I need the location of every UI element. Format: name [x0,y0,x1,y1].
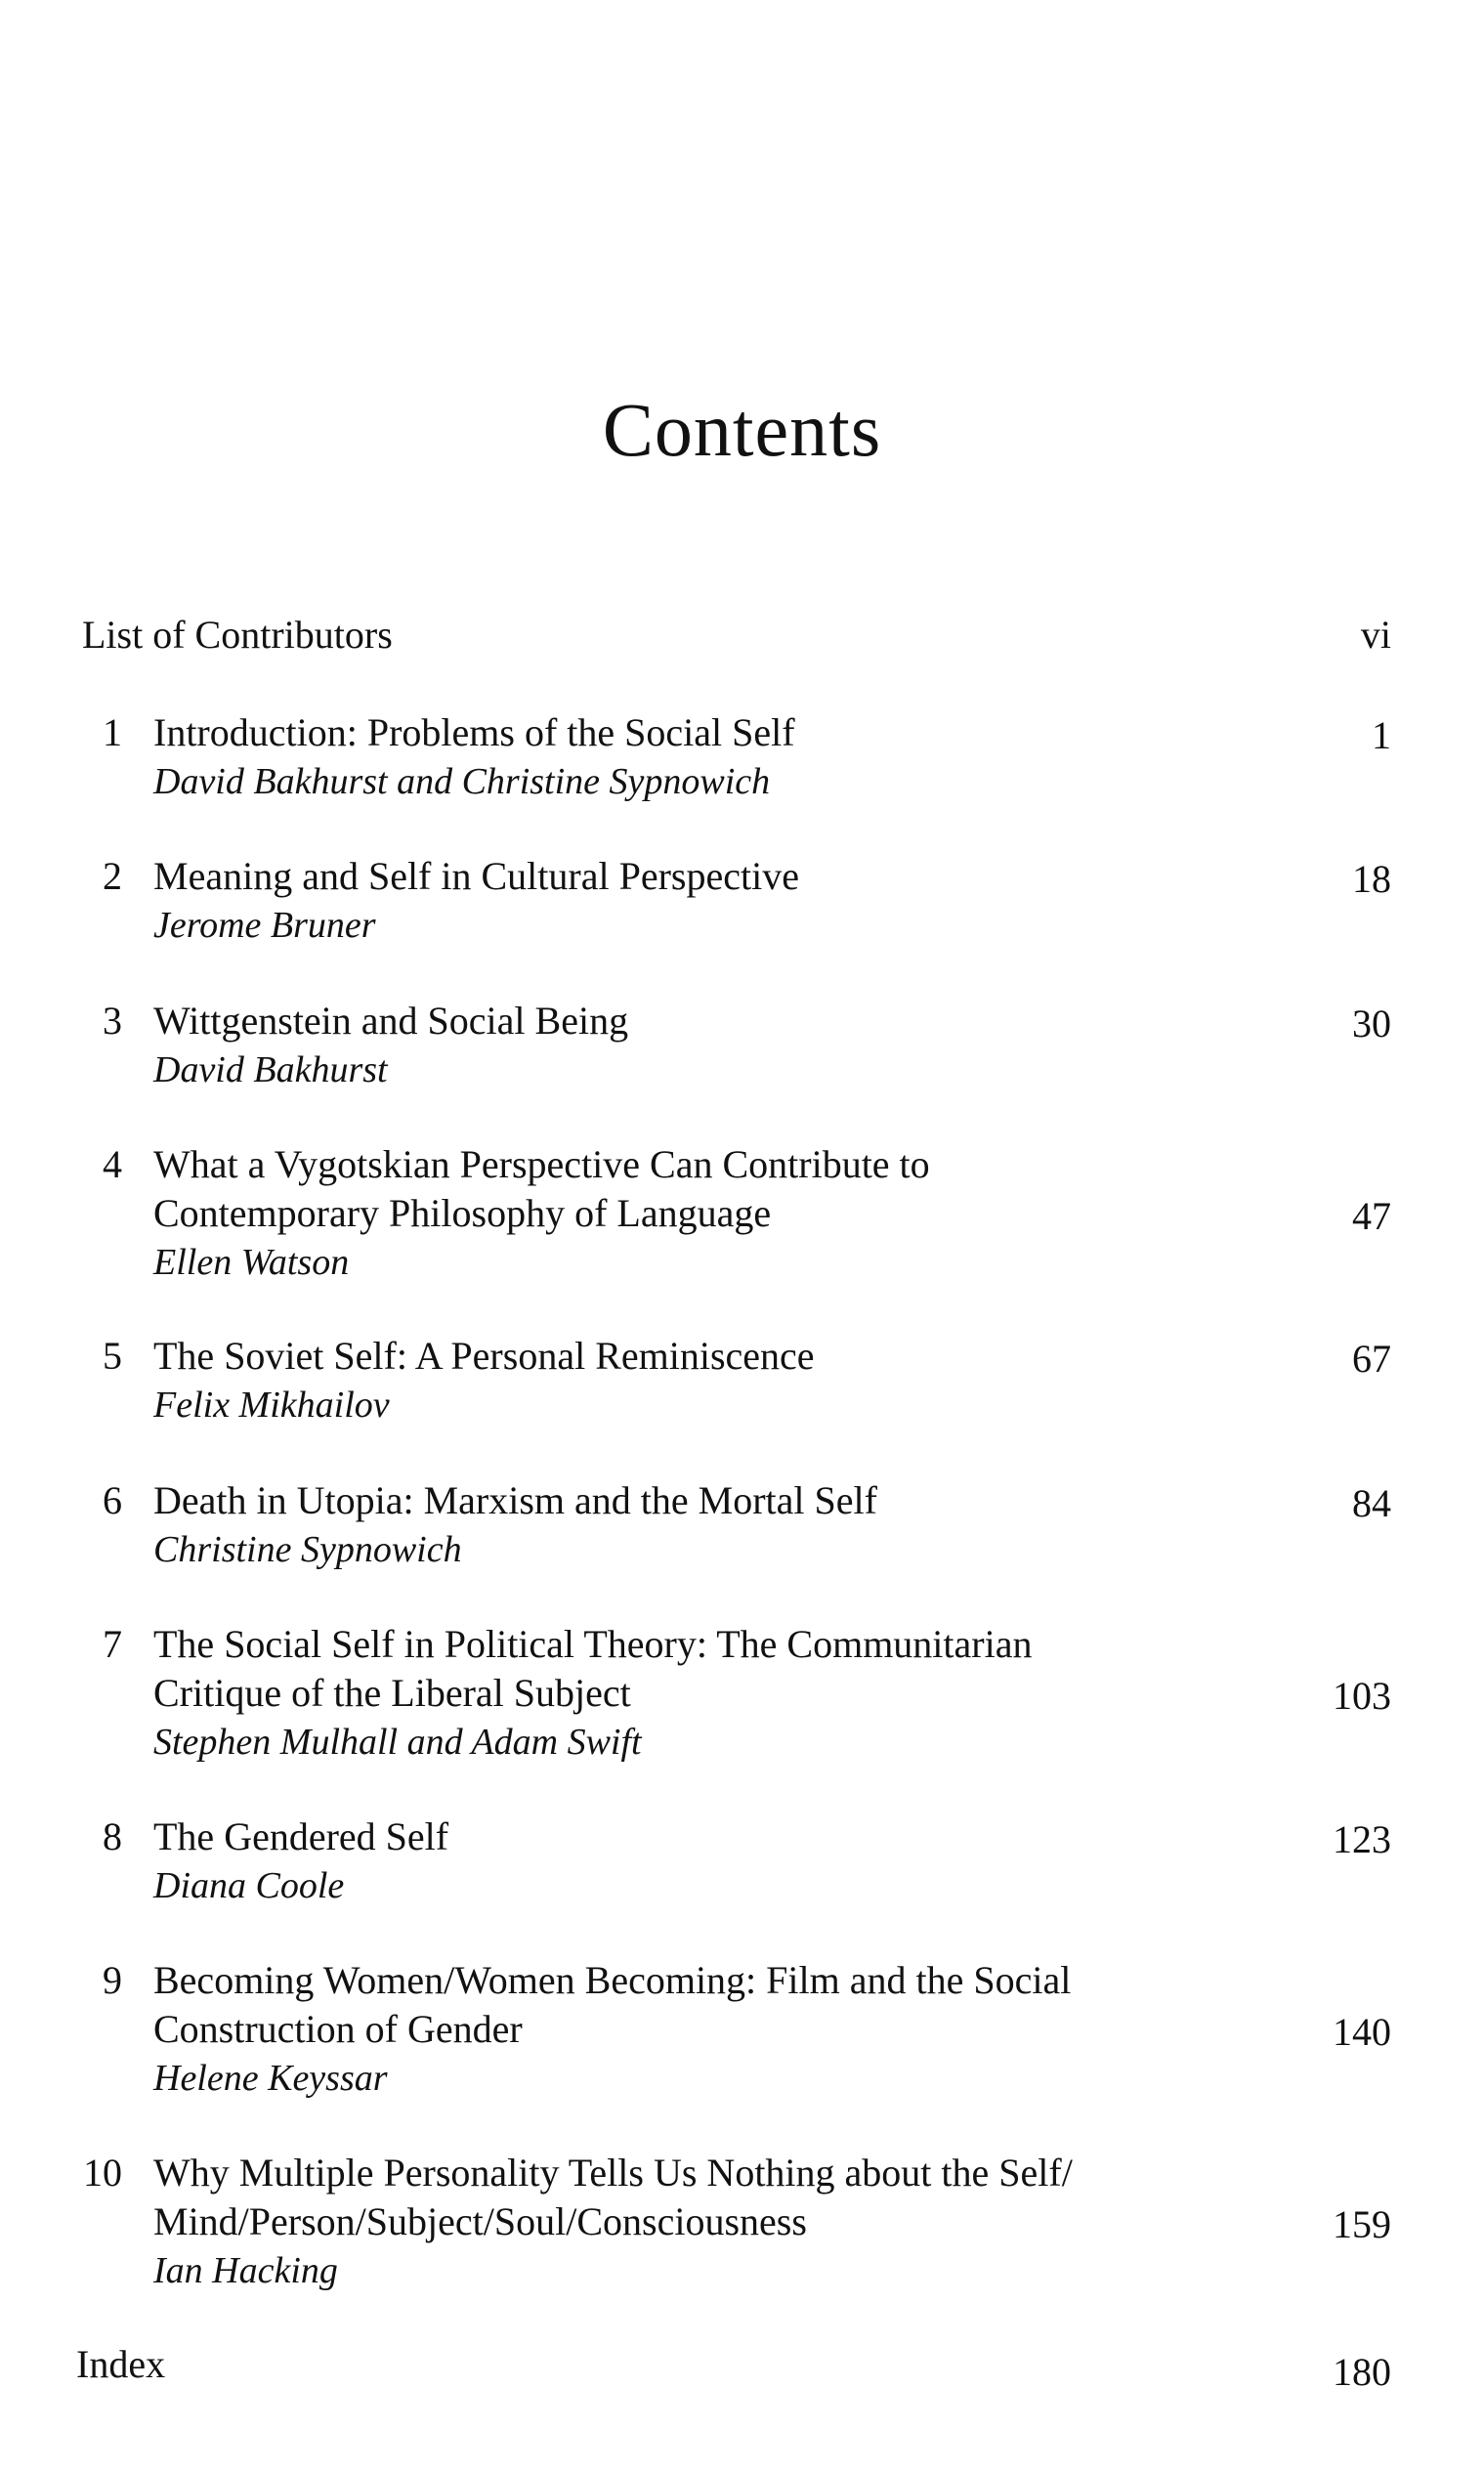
toc-page-number: 103 [1333,1674,1391,1718]
chapter-details [153,1476,1267,1574]
chapter-author: Ian Hacking [153,2250,338,2291]
chapter-details [153,2149,1267,2295]
chapter-title-line: The Social Self in Political Theory: The Communitarian [153,1622,1033,1666]
toc-page-number: 67 [1352,1337,1391,1381]
chapter-number: 6 [103,1478,122,1522]
toc-page-number: 30 [1352,1002,1391,1045]
chapter-title-line: Critique of the Liberal Subject [153,1671,631,1715]
toc-page-number: 159 [1333,2202,1391,2246]
toc-page-number: 180 [1333,2350,1391,2394]
chapter-number: 4 [103,1142,122,1186]
chapter-details [153,997,1267,1094]
toc-page-number: 47 [1352,1194,1391,1238]
chapter-details [153,1332,1267,1429]
toc-entry-index [0,2337,1484,2392]
chapter-title-line: Introduction: Problems of the Social Self [153,710,795,754]
chapter-number: 10 [83,2151,122,2195]
chapter-number: 7 [103,1622,122,1666]
toc-page-number: 18 [1352,857,1391,901]
toc-page-number: 140 [1333,2010,1391,2054]
chapter-author: Jerome Bruner [153,905,376,946]
chapter-number: 8 [103,1814,122,1858]
toc-page-number: 1 [1372,713,1391,757]
chapter-author: David Bakhurst and Christine Sypnowich [153,761,771,802]
chapter-title-line: Construction of Gender [153,2007,523,2051]
chapter-author: David Bakhurst [153,1049,388,1090]
chapter-author: Christine Sypnowich [153,1529,462,1570]
toc-entry-label: List of Contributors [82,613,393,657]
chapter-title-line: Mind/Person/Subject/Soul/Consciousness [153,2199,807,2243]
toc-page-number: 84 [1352,1481,1391,1525]
chapter-title-line: Why Multiple Personality Tells Us Nothing about the Self/ [153,2151,1073,2195]
chapter-title-line: Meaning and Self in Cultural Perspective [153,854,799,898]
chapter-title-line: Contemporary Philosophy of Language [153,1191,772,1235]
chapter-details [153,852,1267,950]
chapter-number: 3 [103,999,122,1043]
chapter-number: 9 [103,1958,122,2002]
chapter-title-line: Death in Utopia: Marxism and the Mortal Self [153,1478,877,1522]
chapter-title-line: Wittgenstein and Social Being [153,999,629,1043]
chapter-author: Helene Keyssar [153,2058,388,2099]
chapter-author: Felix Mikhailov [153,1385,390,1426]
chapter-number: 5 [103,1334,122,1378]
chapter-title-line: What a Vygotskian Perspective Can Contribute to [153,1142,930,1186]
chapter-details [153,1620,1267,1767]
page-title: Contents [602,387,882,472]
chapter-details [153,1956,1267,2103]
chapter-author: Diana Coole [153,1865,345,1906]
toc-page-number: vi [1360,613,1391,657]
chapter-number: 1 [103,710,122,754]
chapter-author: Stephen Mulhall and Adam Swift [153,1722,642,1763]
toc-page-number: 123 [1333,1817,1391,1861]
chapter-details [153,708,1267,806]
chapter-title-line: Becoming Women/Women Becoming: Film and the Social [153,1958,1072,2002]
toc-entry-list-of-contributors [0,608,1484,662]
toc-entry-label: Index [76,2342,166,2386]
chapter-details [153,1140,1267,1287]
chapter-number: 2 [103,854,122,898]
chapter-title-line: The Gendered Self [153,1814,449,1858]
chapter-title-line: The Soviet Self: A Personal Reminiscence [153,1334,815,1378]
chapter-details [153,1812,1267,1910]
chapter-author: Ellen Watson [153,1242,350,1283]
